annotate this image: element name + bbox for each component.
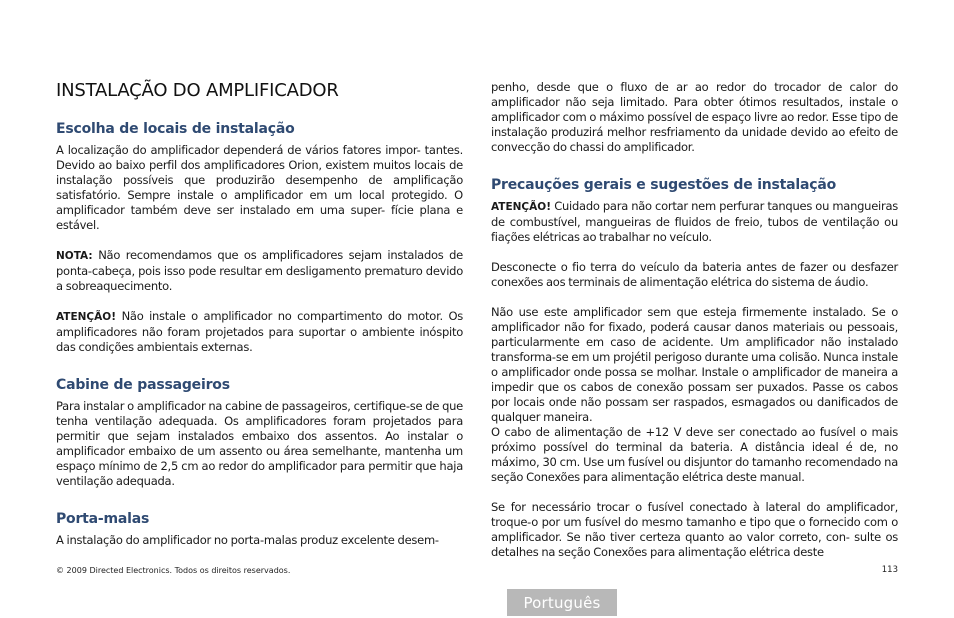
paragraph-text: O cabo de alimentação de +12 V deve ser conectado ao fusível o mais próximo possível do terminal da bateria. A distância ideal é de, no máximo, 30 cm. Use um fusível ou disjuntor do tamanho recomendado na seção Conexões para alimentação elétrica deste manual. [491,425,898,484]
paragraph [491,500,898,560]
paragraph-text: Desconecte o fio terra do veículo da bateria antes de fazer ou desfazer conexões aos terminais de alimentação elétrica do sistema de áudio. [491,260,898,289]
paragraph [56,533,463,548]
page-number: 113 [881,565,898,575]
paragraph-text: Não recomendamos que os amplificadores sejam instalados de ponta-cabeça, pois isso pode resultar em desligamento prematuro devido a sobreaquecimento. [56,248,464,293]
paragraph-text: penho, desde que o fluxo de ar ao redor do trocador de calor do amplificador não seja limitado. Para obter ótimos resultados, instale o amplificador com o máximo possível de espaço livre ao redor. Esse tipo de instalação produzirá melhor resfriamento da unidade devido ao efeito de convecção do chassi do amplificador. [491,80,898,154]
warning-label: ATENÇÃO! [56,311,116,323]
paragraph [56,399,463,489]
paragraph-text: Para instalar o amplificador na cabine de passageiros, certifique-se de que tenha ventilação adequada. Os amplificadores foram projetados para permitir que sejam instalados embaixo dos assentos. Ao instalar o amplificador embaixo de um assento ou área semelhante, mantenha um espaço mínimo de 2,5 cm ao redor do amplificador para permitir que haja ventilação adequada. [56,399,463,488]
section-precaucoes-gerais [491,177,898,560]
paragraph-text: Cuidado para não cortar nem perfurar tanques ou mangueiras de combustível, mangueiras de fluidos de freio, tubos de ventilação ou fiações elétricas ao trabalhar no veículo. [491,199,898,244]
section-porta-malas [56,511,463,548]
copyright-notice: © 2009 Directed Electronics. Todos os direitos reservados. [56,566,291,575]
section-cabine-de-passageiros [56,377,463,489]
paragraph [491,305,898,425]
language-tab: Português [507,589,617,616]
warning-paragraph [491,199,898,245]
paragraph-text: Não instale o amplificador no compartimento do motor. Os amplificadores não foram projetados para suportar o ambiente inóspito das condições ambientais externas. [56,309,464,354]
paragraph [56,143,463,233]
continued-paragraph [491,80,898,155]
paragraph-text: A instalação do amplificador no porta-malas produz excelente desem- [56,533,439,547]
note-paragraph [56,248,463,294]
warning-paragraph [56,309,463,355]
section-heading: Escolha de locais de instalação [56,121,295,137]
section-heading: Cabine de passageiros [56,377,230,393]
section-escolha-de-locais [56,121,463,355]
paragraph-text: Não use este amplificador sem que esteja firmemente instalado. Se o amplificador não for fixado, poderá causar danos materiais ou pessoais, particularmente em caso de acidente. Um amplificador não instalado transforma-se em um projétil perigoso durante uma colisão. Nunca instale o amplificador onde possa se molhar. Instale o amplificador de maneira a impedir que os cabos de conexão possam ser puxados. Passe os cabos por locais onde não possam ser raspados, esmagados ou danificados de qualquer maneira. [491,305,898,424]
page-title: INSTALAÇÃO DO AMPLIFICADOR [56,80,339,101]
note-label: NOTA: [56,250,93,262]
right-column [491,80,898,560]
paragraph-text: A localização do amplificador dependerá de vários fatores impor- tantes. Devido ao baixo perfil dos amplificadores Orion, existem muitos locais de instalação possíveis que produzirão desempenho de amplificação satisfatório. Sempre instale o amplificador em um local protegido. O amplificador também deve ser instalado em uma super- fície plana e estável. [56,143,463,232]
paragraph [491,425,898,485]
warning-label: ATENÇÃO! [491,201,551,213]
paragraph [491,260,898,290]
section-heading: Precauções gerais e sugestões de instalação [491,177,837,193]
left-column [56,121,463,548]
paragraph-text: Se for necessário trocar o fusível conectado à lateral do amplificador, troque-o por um fusível do mesmo tamanho e tipo que o fornecido com o amplificador. Se não tiver certeza quanto ao valor correto, con- sulte os detalhes na seção Conexões para alimentação elétrica deste [491,500,898,559]
section-heading: Porta-malas [56,511,150,527]
